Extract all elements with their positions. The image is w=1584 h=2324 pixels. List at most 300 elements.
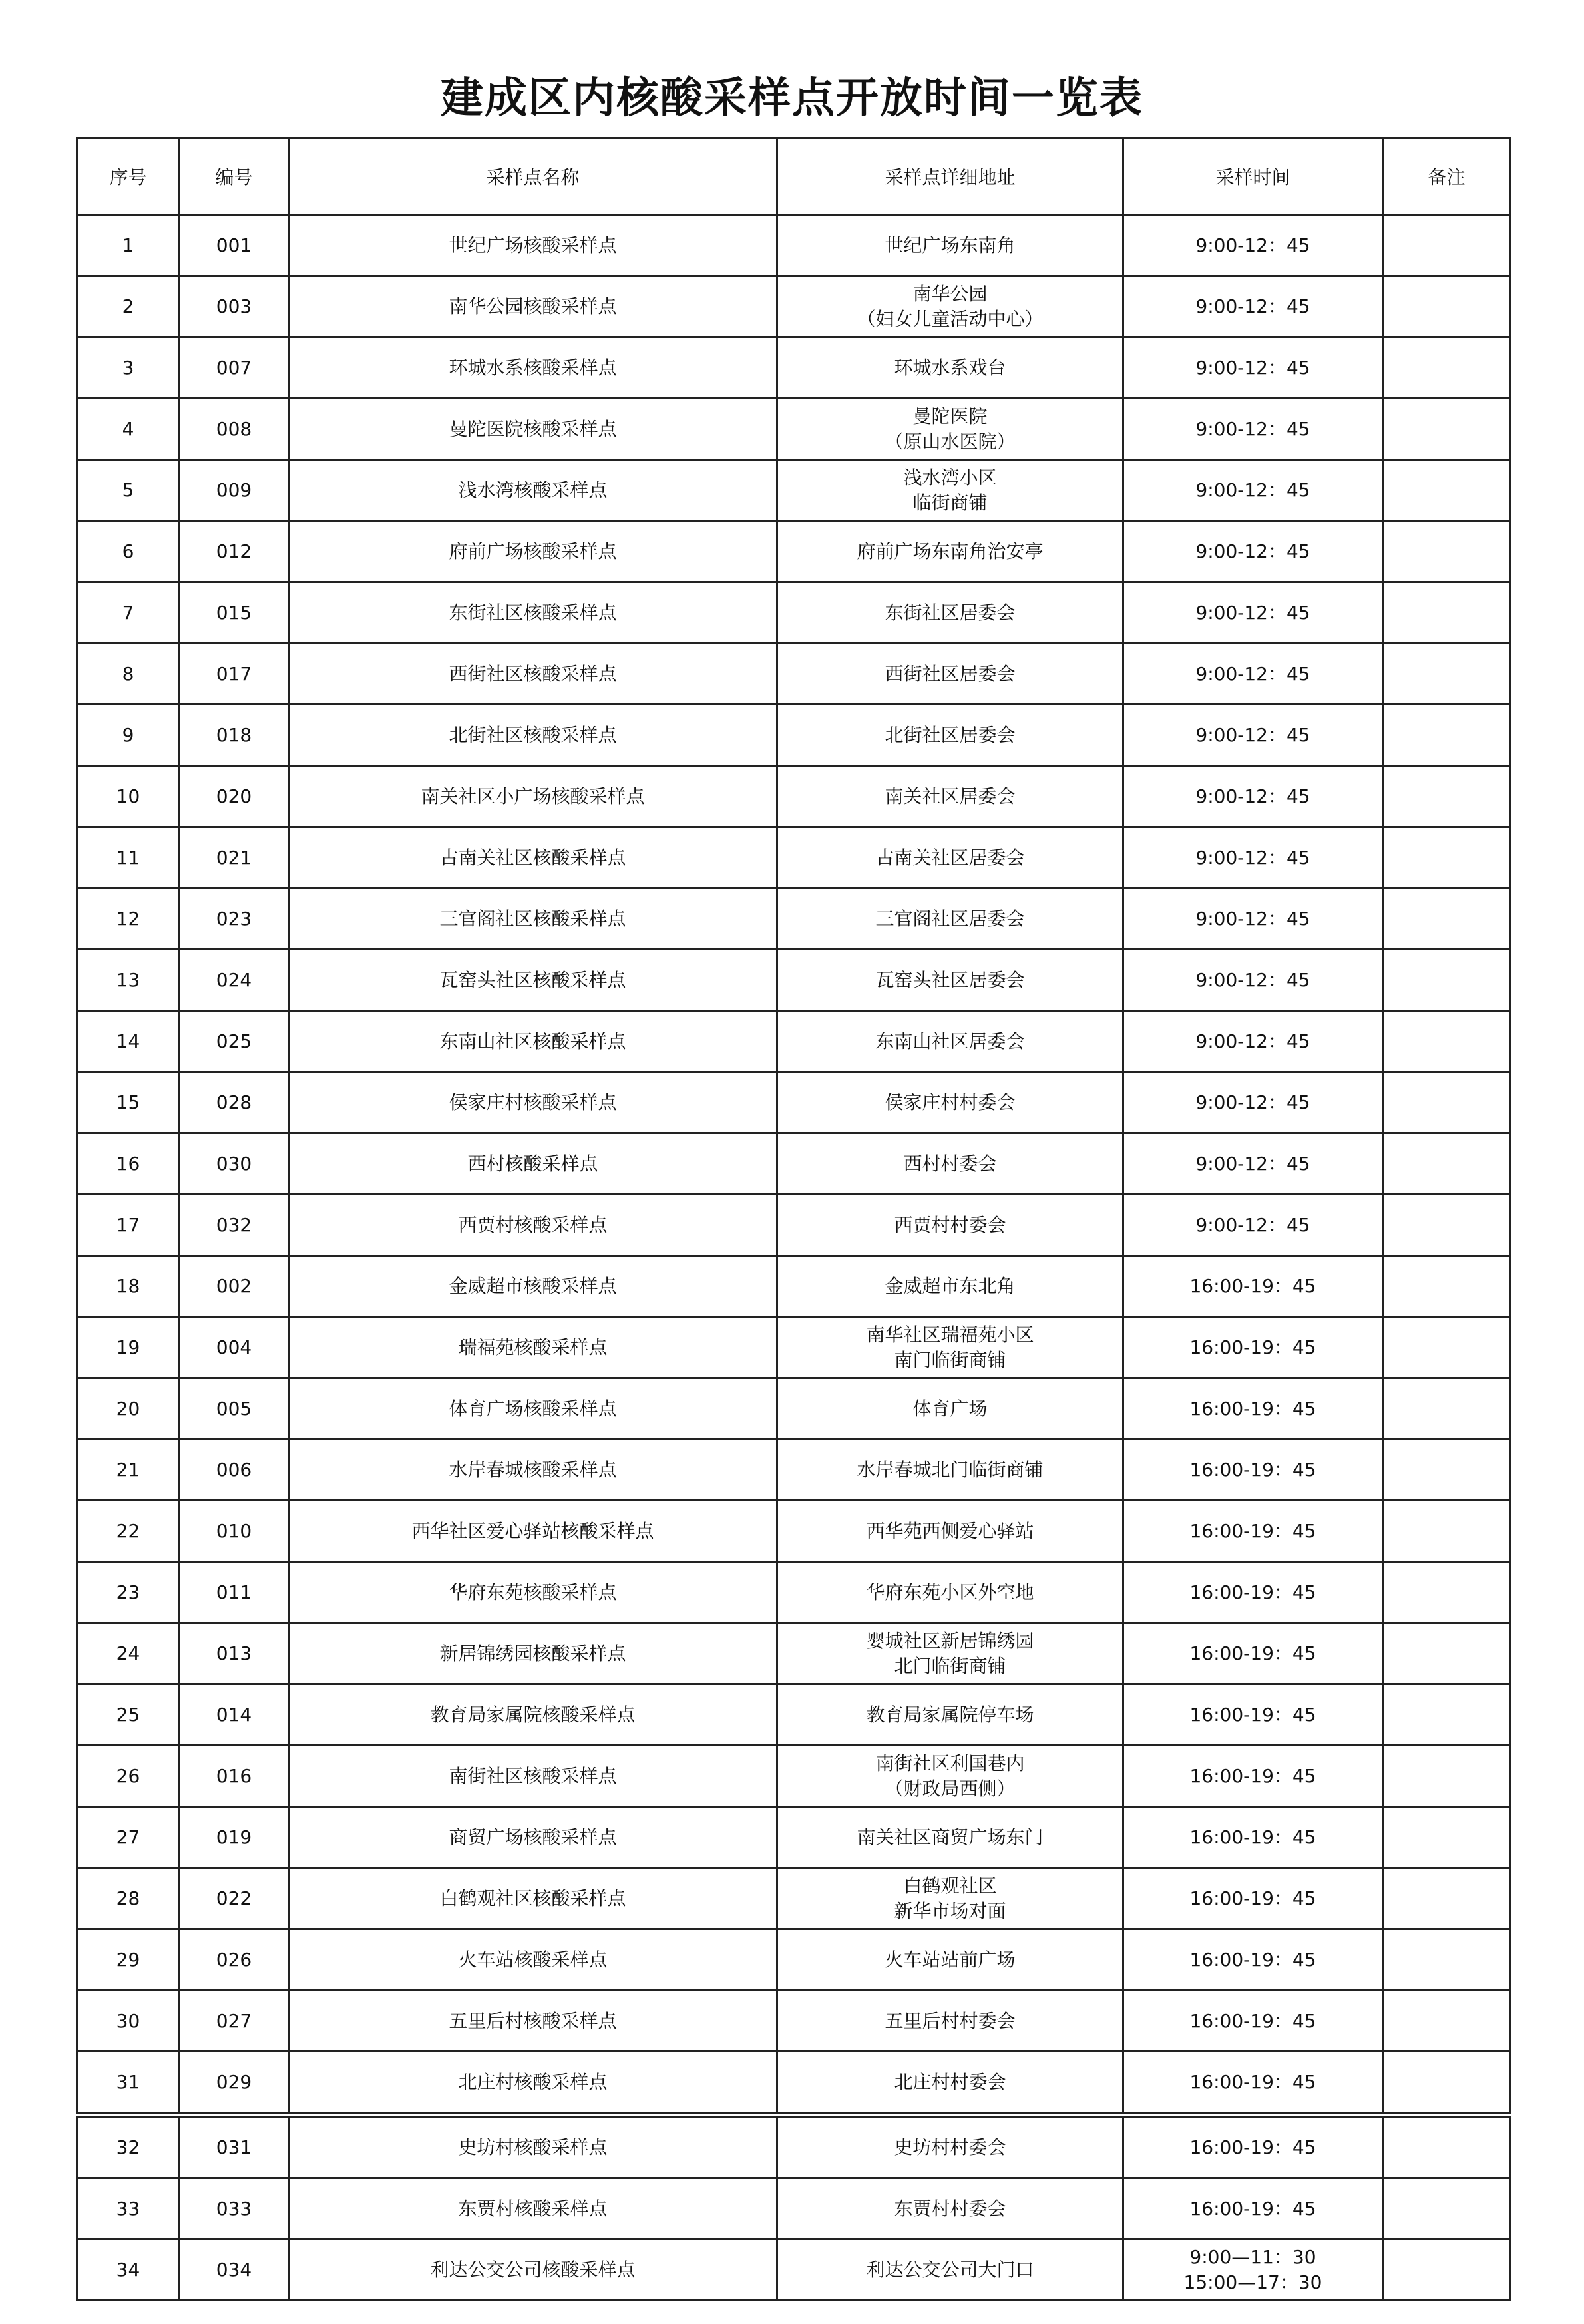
table-row	[77, 521, 1511, 582]
table-row	[77, 644, 1511, 705]
time-line: 16:00-19：45	[1189, 1458, 1316, 1481]
time-line: 16:00-19：45	[1189, 2009, 1316, 2032]
site-address	[777, 827, 1123, 888]
time-line: 9:00-12：45	[1195, 968, 1310, 991]
site-name: 古南关社区核酸采样点	[289, 827, 777, 888]
address-line: 教育局家属院停车场	[866, 1703, 1034, 1726]
remark	[1383, 521, 1511, 582]
address-line: 体育广场	[912, 1397, 988, 1420]
address-line: 南华社区瑞福苑小区	[866, 1323, 1034, 1346]
remark	[1383, 1929, 1511, 1991]
site-address	[777, 521, 1123, 582]
site-address	[777, 399, 1123, 460]
site-name: 火车站核酸采样点	[289, 1929, 777, 1991]
site-name: 东南山社区核酸采样点	[289, 1011, 777, 1072]
site-address	[777, 2115, 1123, 2178]
address-line: 西村村委会	[903, 1152, 997, 1175]
sampling-time	[1123, 1746, 1383, 1807]
site-name: 府前广场核酸采样点	[289, 521, 777, 582]
time-line: 9:00-12：45	[1195, 479, 1310, 501]
sampling-time	[1123, 1256, 1383, 1317]
site-address	[777, 337, 1123, 399]
site-name: 教育局家属院核酸采样点	[289, 1684, 777, 1746]
address-line: 华府东苑小区外空地	[866, 1581, 1034, 1603]
site-name: 北庄村核酸采样点	[289, 2052, 777, 2115]
time-line: 16:00-19：45	[1189, 1397, 1316, 1420]
table-row	[77, 1011, 1511, 1072]
site-address	[777, 215, 1123, 276]
sampling-time	[1123, 215, 1383, 276]
site-code: 016	[180, 1746, 289, 1807]
table-row	[77, 1317, 1511, 1378]
address-line: 瓦窑头社区居委会	[875, 968, 1025, 991]
address-line: 曼陀医院	[912, 405, 988, 427]
address-line: 东贾村村委会	[894, 2197, 1006, 2220]
row-number: 3	[77, 337, 180, 399]
row-number: 5	[77, 460, 180, 521]
address-line: 南街社区利国巷内	[875, 1752, 1025, 1774]
site-code: 029	[180, 2052, 289, 2115]
table-row	[77, 1623, 1511, 1684]
table-row	[77, 2239, 1511, 2301]
site-name: 西贾村核酸采样点	[289, 1195, 777, 1256]
remark	[1383, 399, 1511, 460]
sampling-time	[1123, 1195, 1383, 1256]
sampling-time	[1123, 1684, 1383, 1746]
time-line: 16:00-19：45	[1189, 1887, 1316, 1909]
site-name: 体育广场核酸采样点	[289, 1378, 777, 1440]
time-line: 16:00-19：45	[1189, 1948, 1316, 1971]
address-line: （财政局西侧）	[885, 1777, 1016, 1800]
table-row	[77, 2052, 1511, 2115]
site-address	[777, 1256, 1123, 1317]
site-name: 新居锦绣园核酸采样点	[289, 1623, 777, 1684]
remark	[1383, 827, 1511, 888]
table-row	[77, 1868, 1511, 1929]
site-code: 003	[180, 276, 289, 337]
table-row	[77, 1256, 1511, 1317]
table-row	[77, 1684, 1511, 1746]
site-code: 002	[180, 1256, 289, 1317]
row-number: 9	[77, 705, 180, 766]
row-number: 19	[77, 1317, 180, 1378]
row-number: 7	[77, 582, 180, 644]
sampling-time	[1123, 1011, 1383, 1072]
address-line: 南关社区居委会	[885, 785, 1016, 807]
site-address	[777, 2178, 1123, 2239]
row-number: 16	[77, 1133, 180, 1195]
site-address	[777, 2052, 1123, 2115]
time-line: 9:00-12：45	[1195, 785, 1310, 807]
address-line: 浅水湾小区	[903, 466, 997, 488]
row-number: 17	[77, 1195, 180, 1256]
site-address	[777, 1746, 1123, 1807]
table-row	[77, 766, 1511, 827]
row-number: 12	[77, 888, 180, 950]
site-name: 金威超市核酸采样点	[289, 1256, 777, 1317]
sampling-time	[1123, 1501, 1383, 1562]
sampling-time	[1123, 2052, 1383, 2115]
address-line: 北门临街商铺	[894, 1654, 1006, 1677]
address-line: 五里后村村委会	[885, 2009, 1016, 2032]
time-line: 16:00-19：45	[1189, 1581, 1316, 1603]
remark	[1383, 2115, 1511, 2178]
table-row	[77, 582, 1511, 644]
time-line: 16:00-19：45	[1189, 2070, 1316, 2093]
site-code: 032	[180, 1195, 289, 1256]
row-number: 32	[77, 2115, 180, 2178]
remark	[1383, 888, 1511, 950]
site-code: 001	[180, 215, 289, 276]
site-code: 004	[180, 1317, 289, 1378]
table-row	[77, 2115, 1511, 2178]
site-name: 世纪广场核酸采样点	[289, 215, 777, 276]
site-code: 033	[180, 2178, 289, 2239]
table-row	[77, 276, 1511, 337]
remark	[1383, 2239, 1511, 2301]
site-name: 侯家庄村核酸采样点	[289, 1072, 777, 1133]
site-code: 014	[180, 1684, 289, 1746]
col-header-code: 编号	[180, 138, 289, 215]
sampling-time	[1123, 1623, 1383, 1684]
site-name: 西华社区爱心驿站核酸采样点	[289, 1501, 777, 1562]
remark	[1383, 1440, 1511, 1501]
remark	[1383, 582, 1511, 644]
remark	[1383, 1807, 1511, 1868]
table-row	[77, 1072, 1511, 1133]
address-line: 北街社区居委会	[885, 723, 1016, 746]
site-address	[777, 1623, 1123, 1684]
row-number: 34	[77, 2239, 180, 2301]
time-line: 15:00—17：30	[1183, 2271, 1322, 2293]
table-row	[77, 1501, 1511, 1562]
site-code: 030	[180, 1133, 289, 1195]
row-number: 8	[77, 644, 180, 705]
row-number: 10	[77, 766, 180, 827]
table-row	[77, 399, 1511, 460]
sampling-time	[1123, 1317, 1383, 1378]
sampling-time	[1123, 1807, 1383, 1868]
sampling-time	[1123, 582, 1383, 644]
table-row	[77, 1133, 1511, 1195]
sampling-time	[1123, 521, 1383, 582]
sampling-time	[1123, 337, 1383, 399]
row-number: 15	[77, 1072, 180, 1133]
table-row	[77, 1378, 1511, 1440]
row-number: 21	[77, 1440, 180, 1501]
sampling-time	[1123, 1072, 1383, 1133]
site-name: 商贸广场核酸采样点	[289, 1807, 777, 1868]
remark	[1383, 215, 1511, 276]
site-name: 华府东苑核酸采样点	[289, 1562, 777, 1623]
sampling-time	[1123, 1133, 1383, 1195]
row-number: 31	[77, 2052, 180, 2115]
time-line: 9:00-12：45	[1195, 846, 1310, 869]
address-line: 环城水系戏台	[894, 356, 1006, 379]
site-address	[777, 1991, 1123, 2052]
row-number: 25	[77, 1684, 180, 1746]
remark	[1383, 1378, 1511, 1440]
site-code: 011	[180, 1562, 289, 1623]
site-code: 012	[180, 521, 289, 582]
time-line: 9:00-12：45	[1195, 1152, 1310, 1175]
row-number: 27	[77, 1807, 180, 1868]
sampling-time	[1123, 276, 1383, 337]
sampling-time	[1123, 399, 1383, 460]
table-row	[77, 2178, 1511, 2239]
time-line: 9:00-12：45	[1195, 1030, 1310, 1052]
site-name: 白鹤观社区核酸采样点	[289, 1868, 777, 1929]
remark	[1383, 337, 1511, 399]
site-code: 023	[180, 888, 289, 950]
site-address	[777, 1868, 1123, 1929]
remark	[1383, 1746, 1511, 1807]
site-name: 史坊村核酸采样点	[289, 2115, 777, 2178]
site-code: 007	[180, 337, 289, 399]
remark	[1383, 1991, 1511, 2052]
site-name: 南华公园核酸采样点	[289, 276, 777, 337]
sampling-time	[1123, 1868, 1383, 1929]
time-line: 16:00-19：45	[1189, 1274, 1316, 1297]
site-code: 022	[180, 1868, 289, 1929]
time-line: 16:00-19：45	[1189, 1826, 1316, 1848]
address-line: 北庄村村委会	[894, 2070, 1006, 2093]
sampling-time	[1123, 705, 1383, 766]
site-address	[777, 950, 1123, 1011]
site-address	[777, 276, 1123, 337]
row-number: 14	[77, 1011, 180, 1072]
site-code: 027	[180, 1991, 289, 2052]
remark	[1383, 1256, 1511, 1317]
row-number: 30	[77, 1991, 180, 2052]
site-code: 010	[180, 1501, 289, 1562]
sampling-time	[1123, 1929, 1383, 1991]
address-line: 新华市场对面	[894, 1899, 1006, 1922]
site-code: 024	[180, 950, 289, 1011]
address-line: 白鹤观社区	[903, 1874, 997, 1897]
site-address	[777, 1929, 1123, 1991]
address-line: 西贾村村委会	[894, 1213, 1006, 1236]
sampling-time	[1123, 888, 1383, 950]
time-line: 9:00-12：45	[1195, 907, 1310, 930]
address-line: 西华苑西侧爱心驿站	[866, 1519, 1034, 1542]
row-number: 26	[77, 1746, 180, 1807]
remark	[1383, 1562, 1511, 1623]
time-line: 16:00-19：45	[1189, 1519, 1316, 1542]
site-address	[777, 1501, 1123, 1562]
time-line: 9:00-12：45	[1195, 1091, 1310, 1113]
address-line: 世纪广场东南角	[885, 234, 1016, 256]
address-line: 临街商铺	[912, 491, 988, 514]
remark	[1383, 1868, 1511, 1929]
table-row	[77, 950, 1511, 1011]
row-number: 1	[77, 215, 180, 276]
table-body	[77, 215, 1511, 2301]
row-number: 28	[77, 1868, 180, 1929]
time-line: 16:00-19：45	[1189, 1764, 1316, 1787]
remark	[1383, 950, 1511, 1011]
site-name: 北街社区核酸采样点	[289, 705, 777, 766]
page-title: 建成区内核酸采样点开放时间一览表	[441, 74, 1143, 123]
address-line: 南门临街商铺	[894, 1348, 1006, 1371]
site-code: 020	[180, 766, 289, 827]
address-line: 三官阁社区居委会	[875, 907, 1025, 930]
address-line: （原山水医院）	[885, 430, 1016, 453]
site-address	[777, 460, 1123, 521]
sampling-time	[1123, 644, 1383, 705]
site-address	[777, 2239, 1123, 2301]
address-line: 利达公交公司大门口	[866, 2258, 1034, 2281]
row-number: 20	[77, 1378, 180, 1440]
address-line: 婴城社区新居锦绣园	[866, 1629, 1034, 1652]
site-code: 026	[180, 1929, 289, 1991]
address-line: 东街社区居委会	[885, 601, 1016, 624]
site-address	[777, 644, 1123, 705]
remark	[1383, 1501, 1511, 1562]
time-line: 16:00-19：45	[1189, 1703, 1316, 1726]
address-line: 水岸春城北门临街商铺	[857, 1458, 1044, 1481]
row-number: 18	[77, 1256, 180, 1317]
address-line: 侯家庄村村委会	[885, 1091, 1016, 1113]
sampling-time	[1123, 460, 1383, 521]
row-number: 29	[77, 1929, 180, 1991]
site-code: 025	[180, 1011, 289, 1072]
site-code: 006	[180, 1440, 289, 1501]
site-name: 环城水系核酸采样点	[289, 337, 777, 399]
site-address	[777, 1378, 1123, 1440]
sampling-time	[1123, 950, 1383, 1011]
remark	[1383, 1317, 1511, 1378]
site-name: 瓦窑头社区核酸采样点	[289, 950, 777, 1011]
time-line: 9:00-12：45	[1195, 295, 1310, 317]
site-code: 028	[180, 1072, 289, 1133]
time-line: 9:00-12：45	[1195, 234, 1310, 256]
site-code: 021	[180, 827, 289, 888]
table-row	[77, 337, 1511, 399]
sampling-time	[1123, 2178, 1383, 2239]
address-line: 古南关社区居委会	[875, 846, 1025, 869]
site-name: 瑞福苑核酸采样点	[289, 1317, 777, 1378]
time-line: 9:00-12：45	[1195, 540, 1310, 562]
site-code: 017	[180, 644, 289, 705]
address-line: 西街社区居委会	[885, 662, 1016, 685]
site-name: 南街社区核酸采样点	[289, 1746, 777, 1807]
time-line: 9:00-12：45	[1195, 356, 1310, 379]
time-line: 9:00-12：45	[1195, 601, 1310, 624]
row-number: 22	[77, 1501, 180, 1562]
site-address	[777, 1195, 1123, 1256]
row-number: 24	[77, 1623, 180, 1684]
site-name: 南关社区小广场核酸采样点	[289, 766, 777, 827]
remark	[1383, 1623, 1511, 1684]
site-name: 东贾村核酸采样点	[289, 2178, 777, 2239]
row-number: 11	[77, 827, 180, 888]
site-name: 水岸春城核酸采样点	[289, 1440, 777, 1501]
site-address	[777, 1440, 1123, 1501]
site-code: 008	[180, 399, 289, 460]
site-address	[777, 582, 1123, 644]
address-line: 南关社区商贸广场东门	[857, 1826, 1044, 1848]
site-code: 019	[180, 1807, 289, 1868]
address-line: 府前广场东南角治安亭	[857, 540, 1044, 562]
row-number: 13	[77, 950, 180, 1011]
table-row	[77, 1929, 1511, 1991]
col-header-time: 采样时间	[1123, 138, 1383, 215]
site-code: 034	[180, 2239, 289, 2301]
address-line: （妇女儿童活动中心）	[857, 307, 1044, 330]
sampling-time	[1123, 1562, 1383, 1623]
address-line: 金威超市东北角	[885, 1274, 1016, 1297]
col-header-note: 备注	[1383, 138, 1511, 215]
table-row	[77, 215, 1511, 276]
site-name: 西街社区核酸采样点	[289, 644, 777, 705]
row-number: 2	[77, 276, 180, 337]
site-address	[777, 1684, 1123, 1746]
row-number: 33	[77, 2178, 180, 2239]
site-address	[777, 888, 1123, 950]
time-line: 9:00-12：45	[1195, 1213, 1310, 1236]
sampling-time	[1123, 2239, 1383, 2301]
site-name: 西村核酸采样点	[289, 1133, 777, 1195]
site-address	[777, 1133, 1123, 1195]
address-line: 火车站站前广场	[885, 1948, 1016, 1971]
site-address	[777, 705, 1123, 766]
site-code: 015	[180, 582, 289, 644]
site-address	[777, 1011, 1123, 1072]
remark	[1383, 705, 1511, 766]
remark	[1383, 1195, 1511, 1256]
sampling-sites-table	[76, 137, 1511, 2301]
site-name: 浅水湾核酸采样点	[289, 460, 777, 521]
sampling-time	[1123, 1440, 1383, 1501]
time-line: 9:00-12：45	[1195, 417, 1310, 440]
table-row	[77, 1807, 1511, 1868]
table-row	[77, 1195, 1511, 1256]
site-name: 利达公交公司核酸采样点	[289, 2239, 777, 2301]
site-code: 018	[180, 705, 289, 766]
table-row	[77, 888, 1511, 950]
time-line: 9:00—11：30	[1189, 2245, 1316, 2268]
table-row	[77, 1562, 1511, 1623]
col-header-name: 采样点名称	[289, 138, 777, 215]
table-row	[77, 827, 1511, 888]
site-address	[777, 1807, 1123, 1868]
site-address	[777, 1562, 1123, 1623]
sampling-time	[1123, 766, 1383, 827]
col-header-address: 采样点详细地址	[777, 138, 1123, 215]
site-name: 三官阁社区核酸采样点	[289, 888, 777, 950]
time-line: 16:00-19：45	[1189, 1642, 1316, 1664]
remark	[1383, 766, 1511, 827]
site-name: 五里后村核酸采样点	[289, 1991, 777, 2052]
remark	[1383, 1011, 1511, 1072]
site-code: 013	[180, 1623, 289, 1684]
remark	[1383, 644, 1511, 705]
table-row	[77, 1991, 1511, 2052]
time-line: 16:00-19：45	[1189, 2197, 1316, 2220]
col-header-no: 序号	[77, 138, 180, 215]
remark	[1383, 2178, 1511, 2239]
table-row	[77, 1746, 1511, 1807]
row-number: 6	[77, 521, 180, 582]
sampling-time	[1123, 827, 1383, 888]
address-line: 东南山社区居委会	[875, 1030, 1025, 1052]
remark	[1383, 1133, 1511, 1195]
time-line: 9:00-12：45	[1195, 662, 1310, 685]
table-header-row	[77, 138, 1511, 215]
site-address	[777, 766, 1123, 827]
site-name: 东街社区核酸采样点	[289, 582, 777, 644]
